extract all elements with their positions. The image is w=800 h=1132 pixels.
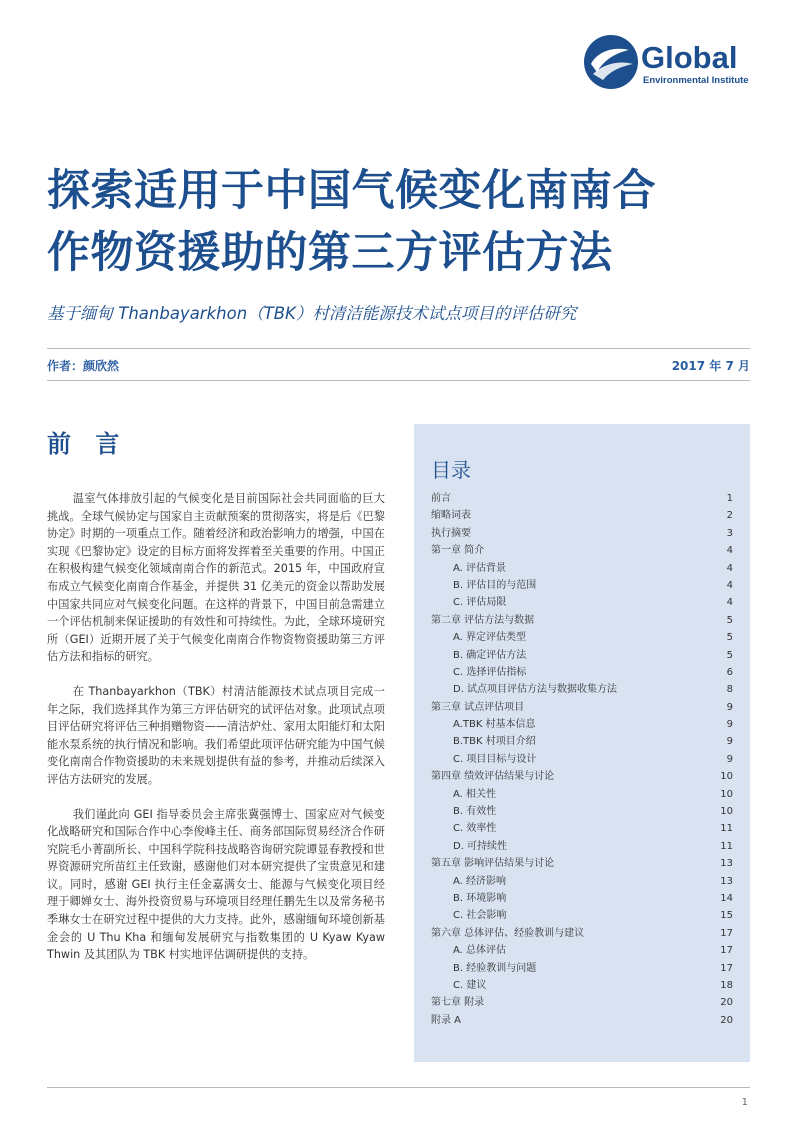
toc-entry-title: D. 可持续性 [453,840,508,852]
toc-entry-title: D. 试点项目评估方法与数据收集方法 [453,684,618,696]
title-line: 作物资援助的第三方评估方法 [47,228,613,278]
toc-entry-title: A. 总体评估 [453,945,507,957]
toc-entry[interactable] [431,820,733,837]
toc-entry-title: B. 环境影响 [453,892,507,904]
toc-entry-title: 第二章 评估方法与数据 [431,614,535,626]
toc-entry-page: 10 [720,771,733,783]
toc-entry-page: 4 [726,597,733,609]
toc-entry-page: 13 [720,858,733,870]
author: 作者：颜欣然 [47,359,120,373]
toc-entry-page: 9 [726,753,733,765]
toc-entry[interactable] [431,733,733,750]
toc-entry-title: C. 社会影响 [453,910,507,922]
toc-entry-page: 11 [720,840,733,852]
toc-entry-title: A. 经济影响 [453,875,507,887]
toc-entry-title: 第四章 绩效评估结果与讨论 [431,771,555,783]
toc-entry-title: A.TBK 村基本信息 [453,719,536,731]
toc-entry-page: 4 [726,562,733,574]
toc-entry-page: 17 [720,927,733,939]
toc-entry[interactable] [431,873,733,890]
toc-entry-title: C. 评估局限 [453,597,507,609]
toc-entry-title: B.TBK 村项目介绍 [453,736,536,748]
toc-entry-page: 8 [726,684,733,696]
logo-name: Global [641,40,738,75]
toc-entry-page: 5 [726,614,733,626]
toc-entry[interactable] [431,664,733,681]
toc-entry[interactable] [431,629,733,646]
toc-entry-page: 10 [720,788,733,800]
toc-entry-title: C. 效率性 [453,823,497,835]
toc-entry-page: 9 [726,719,733,731]
toc-entry-title: 第六章 总体评估、经验教训与建议 [431,927,585,939]
toc-entry-title: 第三章 试点评估项目 [431,701,525,713]
toc-entry[interactable] [431,994,733,1011]
toc-entry-page: 5 [726,632,733,644]
toc-entry-page: 6 [726,666,733,678]
toc-entry-page: 20 [720,997,733,1009]
toc-entry[interactable] [431,925,733,942]
toc-entry[interactable] [431,716,733,733]
toc-entry-title: B. 评估目的与范围 [453,579,537,591]
toc-entry-title: 前言 [431,493,451,504]
toc-entry-title: 缩略词表 [431,510,471,522]
toc-entry[interactable] [431,855,733,872]
toc-entry[interactable] [431,803,733,820]
toc-entry-page: 11 [720,823,733,835]
meta-divider [47,380,750,381]
toc-entry-page: 5 [726,649,733,661]
preface-body [47,490,385,981]
toc-entry-page: 4 [726,579,733,591]
toc-entry-title: B. 有效性 [453,806,497,818]
toc-entry[interactable] [431,490,733,507]
toc-entry-title: 执行摘要 [431,527,471,539]
toc-entry[interactable] [431,647,733,664]
gei-logo [583,34,753,94]
toc-entry-page: 1 [726,493,733,504]
footer-divider [47,1087,750,1088]
toc-entry[interactable] [431,942,733,959]
toc-entry-title: 第一章 简介 [431,545,485,557]
toc-entry-page: 18 [720,979,733,991]
toc-entry[interactable] [431,960,733,977]
toc-entry-page: 14 [720,892,733,904]
toc-entry-title: C. 项目目标与设计 [453,753,537,765]
logo-subtitle: Environmental Institute [643,75,749,86]
toc-entry-title: 第七章 附录 [431,997,485,1009]
toc-entry[interactable] [431,542,733,559]
toc-entry[interactable] [431,681,733,698]
header-divider [47,348,750,349]
toc-entry-page: 17 [720,962,733,974]
toc-entry[interactable] [431,577,733,594]
toc-entry[interactable] [431,699,733,716]
globe-logo-icon [583,34,639,90]
toc-entry[interactable] [431,612,733,629]
toc-entry[interactable] [431,594,733,611]
preface-heading: 前 言 [47,430,128,458]
table-of-contents [414,424,750,1062]
toc-entry-page: 17 [720,945,733,957]
toc-entry[interactable] [431,786,733,803]
preface-paragraph: 我们谨此向 GEI 指导委员会主席张冀强博士、国家应对气候变化战略研究和国际合作中心李俊峰主任、商务部国际贸易经济合作研究院毛小菁副所长、中国科学院科技战略咨询研究院谭显春教授和世界资源研究所苗红主任致谢，感谢他们对本研究提供了宝贵意见和建议。同时，感谢 GEI 执行主任金嘉满女士、能源与气候变化项目经理于卿婵女士、海外投资贸易与环境项目经理任鹏先生以及常务秘书季琳女士在研究过程中提供的大力支持。此外，感谢缅甸环境创新基金会的 U Thu Kha 和缅甸发展研究与指数集团的 U Kyaw Kyaw Thwin 及其团队为 TBK 村实地评估调研提供的支持。 [47,807,385,962]
publish-date: 2017 年 7 月 [671,359,750,373]
toc-entry-title: B. 确定评估方法 [453,649,527,661]
toc-entry-page: 9 [726,701,733,713]
toc-entry[interactable] [431,560,733,577]
toc-entry-title: A. 相关性 [453,788,497,800]
document-title [47,160,767,284]
toc-entry-page: 3 [726,527,733,539]
toc-entry-page: 2 [726,510,733,522]
toc-entry-title: C. 建议 [453,979,487,991]
toc-entry-title: A. 评估背景 [453,562,507,574]
toc-entry-title: C. 选择评估指标 [453,666,527,678]
toc-entry-page: 4 [726,545,733,557]
toc-entry-page: 13 [720,875,733,887]
page-number: 1 [741,1097,748,1108]
toc-entry-title: A. 界定评估类型 [453,632,527,644]
toc-entry-title: 第五章 影响评估结果与讨论 [431,858,555,870]
toc-entry[interactable] [431,507,733,524]
toc-entry[interactable] [431,907,733,924]
toc-heading: 目录 [431,458,471,482]
toc-list [431,490,733,1029]
toc-entry[interactable] [431,1012,733,1029]
toc-entry[interactable] [431,525,733,542]
toc-entry[interactable] [431,890,733,907]
preface-paragraph: 在 Thanbayarkhon（TBK）村清洁能源技术试点项目完成一年之际，我们选择其作为第三方评估研究的试评估对象。此项试点项目评估研究将评估三种捐赠物资——清洁炉灶、家用太阳能灯和太阳能水泵系统的执行情况和影响。我们希望此项评估研究能为中国气候变化南南合作物资援助的未来规划提供有益的参考，并推动后续深入评估方法研究的发展。 [47,684,385,786]
toc-entry-page: 10 [720,806,733,818]
toc-entry[interactable] [431,768,733,785]
toc-entry-page: 9 [726,736,733,748]
toc-entry[interactable] [431,977,733,994]
toc-entry-title: 附录 A [431,1014,462,1026]
toc-entry[interactable] [431,838,733,855]
toc-entry-title: B. 经验教训与问题 [453,962,537,974]
preface-paragraph: 温室气体排放引起的气候变化是目前国际社会共同面临的巨大挑战。全球气候协定与国家自主贡献预案的贯彻落实，将是后《巴黎协定》时期的一项重点工作。随着经济和政治影响力的增强，中国在实现《巴黎协定》设定的目标方面将发挥着至关重要的作用。中国正在积极构建气候变化领域南南合作的新范式。2015 年，中国政府宣布成立气候变化南南合作基金，并提供 31 亿美元的资金以帮助发展中国家共同应对气候变化问题。在这样的背景下，中国目前急需建立一个评估机制来保证援助的有效性和可持续性。为此，全球环境研究所（GEI）近期开展了关于气候变化南南合作物资物资援助第三方评估方法和指标的研究。 [47,492,385,664]
title-line: 探索适用于中国气候变化南南合 [47,166,656,216]
toc-entry-page: 20 [720,1014,733,1026]
toc-entry-page: 15 [720,910,733,922]
toc-entry[interactable] [431,751,733,768]
document-subtitle: 基于缅甸 Thanbayarkhon（TBK）村清洁能源技术试点项目的评估研究 [47,304,577,323]
